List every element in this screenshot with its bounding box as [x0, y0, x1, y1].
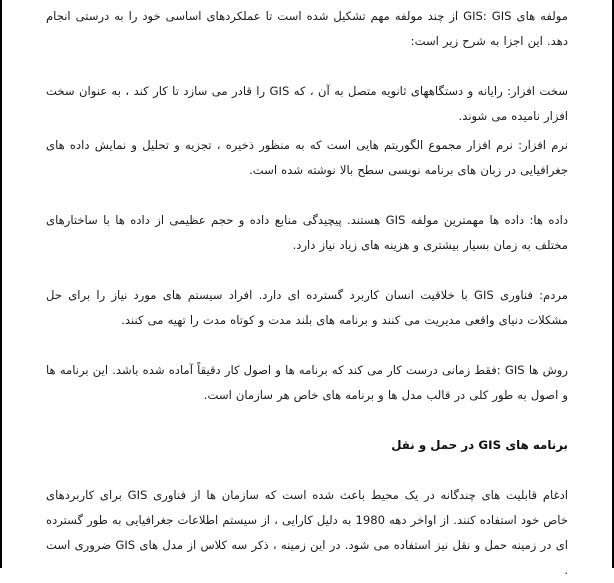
- page-content: [2, 0, 612, 577]
- paragraph-methods: روش ها GIS :فقط زمانی درست کار می کند که برنامه ها و اصول کار دقیقاً آماده شده باشد. این برنامه ها و اصول به طور کلی در قالب مدل ها و برنامه های خاص هر سازمان است.: [46, 363, 568, 402]
- heading-spacer: [46, 408, 568, 433]
- paragraph-data: داده ها: داده ها مهمترین مولفه GIS هستند. پیچیدگی منابع داده و حجم عظیمی از داده ها با ساختارهای مختلف به زمان بسیار بیشتری و هزینه های زیاد نیاز دارد.: [46, 213, 568, 252]
- paragraph-spacer: [46, 333, 568, 358]
- paragraph-spacer: [46, 54, 568, 79]
- paragraph-spacer: [46, 258, 568, 283]
- section-heading-transport: برنامه های GIS در حمل و نقل: [391, 438, 568, 452]
- paragraph-components-intro: مولفه های GIS: GIS از چند مولفه مهم تشکیل شده است تا عملکردهای اساسی خود را به درستی انجام دهد. این اجزا به شرح زیر است:: [46, 9, 568, 48]
- paragraph-hardware: سخت افزار: رایانه و دستگاههای ثانویه متصل به آن ، که GIS را قادر می سازد تا کار کند ، به عنوان سخت افزار نامیده می شوند.: [46, 84, 568, 123]
- heading-spacer: [46, 458, 568, 483]
- paragraph-software: نرم افزار: نرم افزار مجموع الگوریتم هایی است که به منظور ذخیره ، تجزیه و تحلیل و نمایش داده های جغرافیایی در زبان های برنامه نویسی سطح بالا نوشته شده است.: [46, 138, 568, 177]
- paragraph-transport-intro: ادغام قابلیت های چندگانه در یک محیط باعث شده است که سازمان ها از فناوری GIS برای کاربردهای خاص خود استفاده کنند. از اواخر دهه 1980 به دلیل کارایی ، از سیستم اطلاعات جغرافیایی به طور گسترده ای در زمینه حمل و نقل نیز استفاده می شود. در این زمینه ، ذکر سه کلاس از مدل های GIS ضروری است .: [46, 488, 569, 577]
- paragraph-people: مردم: فناوری GIS با خلاقیت انسان کاربرد گسترده ای دارد. افراد سیستم های مورد نیاز را برای حل مشکلات دنیای واقعی مدیریت می کنند و برنامه های بلند مدت و کوتاه مدت را تهیه می کنند.: [46, 288, 569, 327]
- paragraph-spacer: [46, 183, 568, 208]
